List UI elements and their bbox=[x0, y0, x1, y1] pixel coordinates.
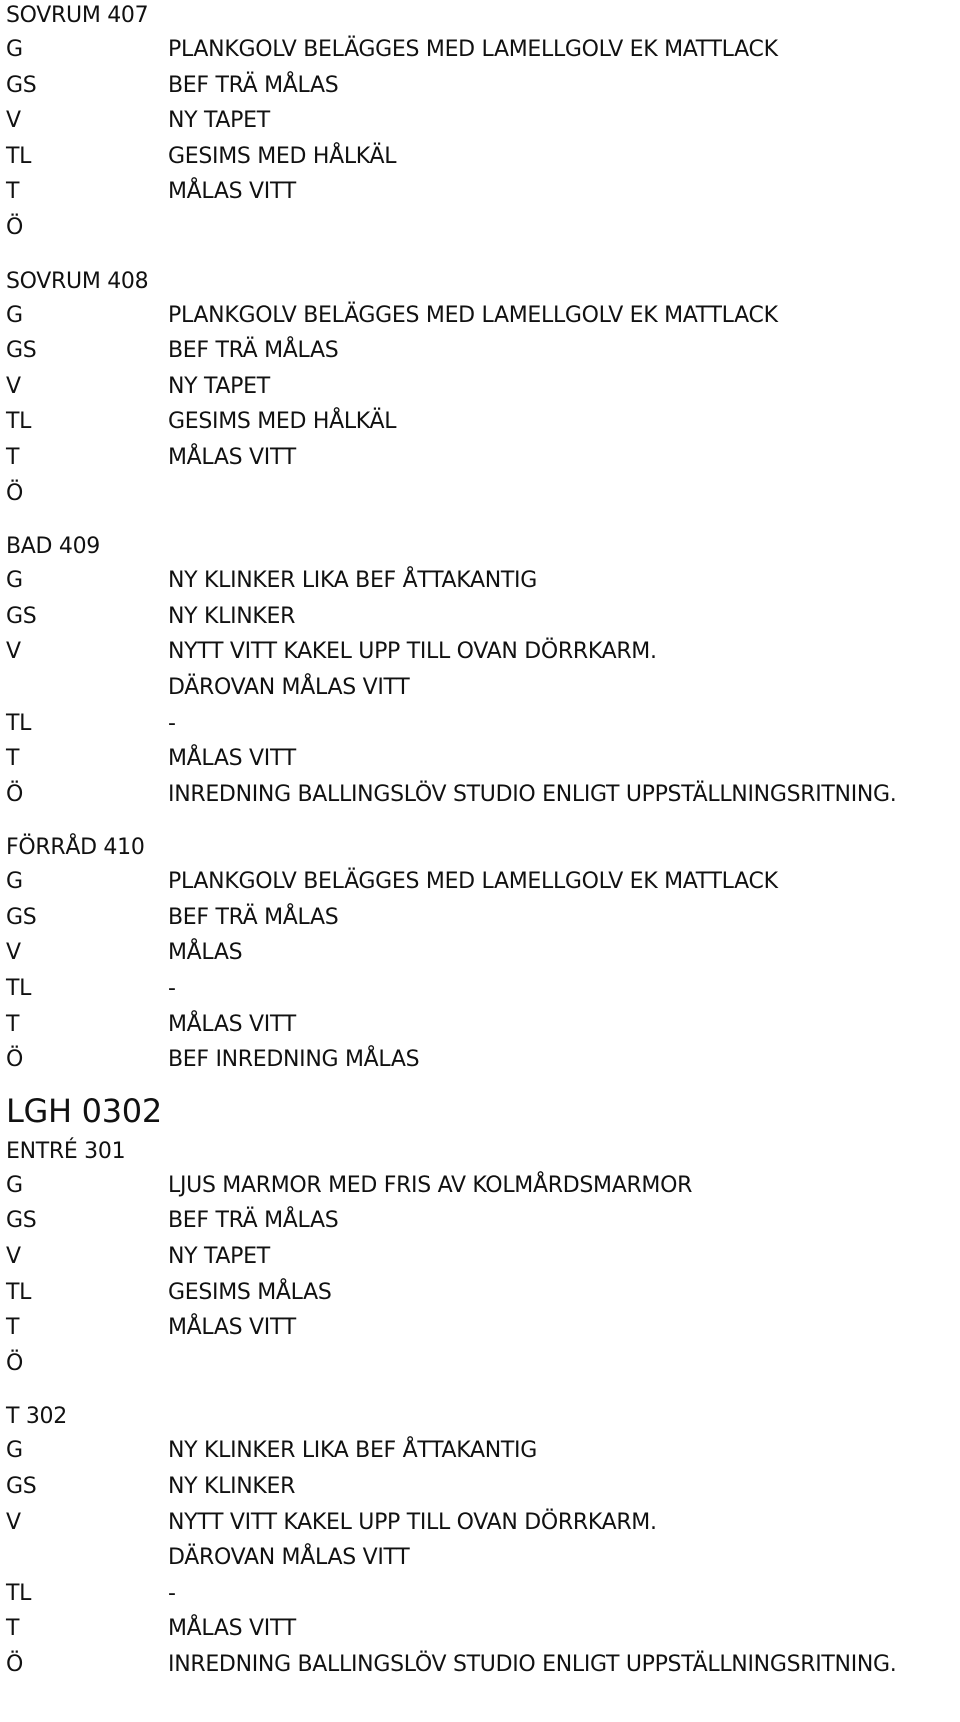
surface-description: MÅLAS bbox=[168, 940, 243, 966]
schedule-row bbox=[6, 1203, 956, 1239]
surface-description: GESIMS MED HÅLKÄL bbox=[168, 409, 397, 435]
surface-code: G bbox=[6, 302, 23, 328]
surface-description: LJUS MARMOR MED FRIS AV KOLMÅRDSMARMOR bbox=[168, 1172, 693, 1198]
surface-code: GS bbox=[6, 904, 37, 930]
surface-description: - bbox=[168, 976, 176, 1002]
surface-description: BEF TRÄ MÅLAS bbox=[168, 72, 339, 98]
schedule-row bbox=[6, 777, 956, 813]
surface-description: DÄROVAN MÅLAS VITT bbox=[168, 674, 410, 700]
room-section bbox=[6, 1136, 956, 1382]
schedule-row bbox=[6, 935, 956, 971]
room-title: SOVRUM 407 bbox=[6, 3, 149, 28]
schedule-row bbox=[6, 900, 956, 936]
surface-description: MÅLAS VITT bbox=[168, 1011, 296, 1037]
surface-description: MÅLAS VITT bbox=[168, 1315, 296, 1341]
room-title: FÖRRÅD 410 bbox=[6, 835, 145, 861]
surface-description: - bbox=[168, 1580, 176, 1606]
schedule-row bbox=[6, 1168, 956, 1204]
surface-code: TL bbox=[6, 1279, 32, 1305]
schedule-row bbox=[6, 706, 956, 742]
room-section bbox=[6, 266, 956, 512]
surface-description: GESIMS MED HÅLKÄL bbox=[168, 143, 397, 169]
surface-code: V bbox=[6, 940, 21, 966]
surface-code: TL bbox=[6, 143, 32, 169]
schedule-row bbox=[6, 103, 956, 139]
surface-description: BEF INREDNING MÅLAS bbox=[168, 1047, 420, 1073]
surface-code: TL bbox=[6, 710, 32, 736]
surface-code: T bbox=[6, 1616, 20, 1642]
apartment-title: LGH 0302 bbox=[6, 1091, 162, 1130]
surface-description: BEF TRÄ MÅLAS bbox=[168, 338, 339, 364]
schedule-row bbox=[6, 1469, 956, 1505]
surface-code: T bbox=[6, 1315, 20, 1341]
schedule-row bbox=[6, 1505, 956, 1541]
surface-description: MÅLAS VITT bbox=[168, 444, 296, 470]
surface-description: NYTT VITT KAKEL UPP TILL OVAN DÖRRKARM. bbox=[168, 1509, 657, 1535]
schedule-row bbox=[6, 1275, 956, 1311]
schedule-row bbox=[6, 971, 956, 1007]
schedule-row bbox=[6, 1007, 956, 1043]
surface-description: MÅLAS VITT bbox=[168, 1616, 296, 1642]
surface-code bbox=[6, 1540, 168, 1576]
surface-code: Ö bbox=[6, 1651, 24, 1677]
surface-code: V bbox=[6, 639, 21, 665]
surface-code: Ö bbox=[6, 781, 24, 807]
surface-description: INREDNING BALLINGSLÖV STUDIO ENLIGT UPPSTÄLLNINGSRITNING. bbox=[168, 1651, 897, 1677]
surface-description: PLANKGOLV BELÄGGES MED LAMELLGOLV EK MATTLACK bbox=[168, 37, 778, 62]
schedule-row bbox=[6, 1433, 956, 1469]
surface-code: Ö bbox=[6, 1047, 24, 1073]
schedule-row bbox=[6, 670, 956, 706]
surface-code: G bbox=[6, 1438, 23, 1464]
surface-description: NY KLINKER LIKA BEF ÅTTAKANTIG bbox=[168, 1438, 537, 1464]
schedule-row bbox=[6, 440, 956, 476]
surface-description: NYTT VITT KAKEL UPP TILL OVAN DÖRRKARM. bbox=[168, 639, 657, 665]
room-section bbox=[6, 1401, 956, 1682]
room-title: BAD 409 bbox=[6, 534, 100, 560]
room-schedule-document bbox=[6, 0, 956, 1683]
schedule-row bbox=[6, 369, 956, 405]
surface-description bbox=[168, 1346, 956, 1382]
surface-code: V bbox=[6, 373, 21, 399]
schedule-row bbox=[6, 174, 956, 210]
schedule-row bbox=[6, 139, 956, 175]
surface-description: NY KLINKER LIKA BEF ÅTTAKANTIG bbox=[168, 568, 537, 594]
surface-code: G bbox=[6, 37, 23, 62]
surface-code: GS bbox=[6, 338, 37, 364]
surface-code: Ö bbox=[6, 1350, 24, 1376]
room-section bbox=[6, 832, 956, 1078]
surface-description: NY KLINKER bbox=[168, 1474, 296, 1499]
surface-code: T bbox=[6, 179, 20, 205]
section-gap bbox=[6, 511, 956, 531]
schedule-row bbox=[6, 1239, 956, 1275]
surface-code: T bbox=[6, 1011, 20, 1037]
surface-description: NY TAPET bbox=[168, 108, 270, 134]
schedule-row bbox=[6, 1647, 956, 1683]
schedule-row bbox=[6, 476, 956, 512]
schedule-row bbox=[6, 864, 956, 900]
surface-code: G bbox=[6, 869, 23, 895]
schedule-row bbox=[6, 1576, 956, 1612]
surface-code: GS bbox=[6, 1208, 37, 1234]
schedule-row bbox=[6, 1346, 956, 1382]
surface-description: INREDNING BALLINGSLÖV STUDIO ENLIGT UPPSTÄLLNINGSRITNING. bbox=[168, 781, 897, 807]
schedule-row bbox=[6, 68, 956, 104]
surface-description: NY TAPET bbox=[168, 1244, 270, 1270]
schedule-row bbox=[6, 32, 956, 68]
surface-description: NY TAPET bbox=[168, 373, 270, 399]
surface-description: GESIMS MÅLAS bbox=[168, 1279, 332, 1305]
section-gap bbox=[6, 246, 956, 266]
schedule-row bbox=[6, 1042, 956, 1078]
surface-description: BEF TRÄ MÅLAS bbox=[168, 1208, 339, 1234]
surface-description: MÅLAS VITT bbox=[168, 179, 296, 205]
schedule-row bbox=[6, 741, 956, 777]
room-section bbox=[6, 531, 956, 812]
surface-code: GS bbox=[6, 72, 37, 98]
surface-description: PLANKGOLV BELÄGGES MED LAMELLGOLV EK MATTLACK bbox=[168, 869, 778, 895]
surface-code: V bbox=[6, 1509, 21, 1535]
schedule-row bbox=[6, 563, 956, 599]
surface-code: G bbox=[6, 568, 23, 594]
schedule-row bbox=[6, 333, 956, 369]
surface-code: V bbox=[6, 108, 21, 134]
schedule-row bbox=[6, 1611, 956, 1647]
section-gap bbox=[6, 1381, 956, 1401]
surface-code: V bbox=[6, 1244, 21, 1270]
room-title: T 302 bbox=[6, 1404, 67, 1430]
surface-code bbox=[6, 670, 168, 706]
surface-description: DÄROVAN MÅLAS VITT bbox=[168, 1545, 410, 1571]
surface-code: TL bbox=[6, 1580, 32, 1606]
schedule-row bbox=[6, 1540, 956, 1576]
schedule-row bbox=[6, 210, 956, 246]
surface-code: G bbox=[6, 1172, 23, 1198]
surface-description: NY KLINKER bbox=[168, 603, 296, 629]
surface-code: TL bbox=[6, 409, 32, 435]
surface-code: GS bbox=[6, 1474, 37, 1499]
surface-description: - bbox=[168, 710, 176, 736]
schedule-row bbox=[6, 599, 956, 635]
schedule-row bbox=[6, 298, 956, 334]
room-title: SOVRUM 408 bbox=[6, 268, 149, 294]
room-title: ENTRÉ 301 bbox=[6, 1138, 126, 1164]
surface-code: Ö bbox=[6, 214, 24, 240]
surface-code: Ö bbox=[6, 480, 24, 506]
schedule-row bbox=[6, 1310, 956, 1346]
schedule-row bbox=[6, 634, 956, 670]
surface-code: TL bbox=[6, 976, 32, 1002]
section-gap bbox=[6, 812, 956, 832]
surface-description: MÅLAS VITT bbox=[168, 746, 296, 772]
surface-description: PLANKGOLV BELÄGGES MED LAMELLGOLV EK MATTLACK bbox=[168, 302, 778, 328]
room-section bbox=[6, 0, 956, 246]
surface-code: GS bbox=[6, 603, 37, 629]
surface-description: BEF TRÄ MÅLAS bbox=[168, 904, 339, 930]
surface-description bbox=[168, 210, 956, 246]
schedule-row bbox=[6, 404, 956, 440]
surface-description bbox=[168, 476, 956, 512]
surface-code: T bbox=[6, 746, 20, 772]
surface-code: T bbox=[6, 444, 20, 470]
